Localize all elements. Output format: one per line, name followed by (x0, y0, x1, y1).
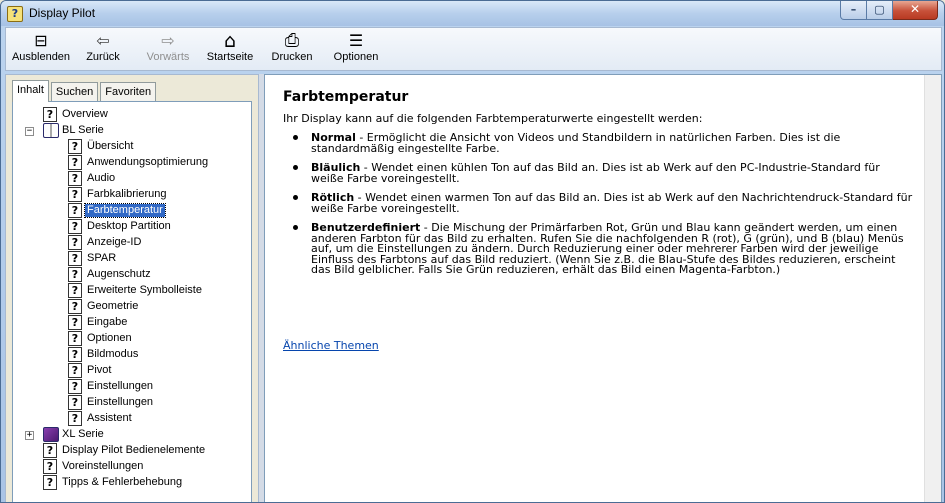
hide-pane-icon: ⊟ (34, 31, 48, 50)
tree-item-label: Augenschutz (87, 268, 151, 280)
navigation-pane (5, 74, 259, 503)
bullet (293, 195, 298, 200)
close-button[interactable]: ✕ (893, 1, 938, 20)
back-button[interactable] (80, 30, 126, 70)
list-item (283, 133, 913, 154)
tree-item-label: Tipps & Fehlerbehebung (62, 476, 183, 488)
open-book-icon (43, 123, 59, 138)
print-button[interactable] (268, 30, 316, 70)
help-page-icon: ? (43, 443, 57, 458)
bullet (293, 135, 298, 140)
tab-contents[interactable]: Inhalt (12, 80, 49, 102)
help-page-icon: ? (68, 155, 82, 170)
help-page-icon: ? (68, 315, 82, 330)
color-temperature-list (283, 133, 913, 285)
list-item (283, 223, 913, 276)
navigation-tabs (12, 80, 158, 102)
item-text: - Die Mischung der Primärfarben Rot, Grün und Blau kann geändert werden, um einen anderen Farbton für das Bild zu erhalten. Rufen Sie die nachfolgenden R (rot), G (grün), und B (blau) Menüs auf, um die Einstellungen zu ändern. Durch Reduzierung einer oder mehrerer Farben wird der jeweilige Einfluss des Farbtons auf das Bild reduziert. (Wenn Sie z.B. die Blau-Stufe des Bildes reduzieren, erscheint das Bild gelblicher. Falls Sie Grün reduzieren, erhält das Bild einen Magenta-Farbton.) (311, 221, 904, 276)
help-page-icon: ? (43, 107, 57, 122)
help-page-icon: ? (68, 171, 82, 186)
tree-item-label: BL Serie (62, 124, 104, 136)
contents-tree[interactable] (12, 101, 252, 503)
help-page-icon: ? (68, 347, 82, 362)
hide-label: Ausblenden (11, 51, 71, 63)
item-term: Rötlich (311, 191, 355, 204)
window-title: Display Pilot (29, 6, 96, 20)
tree-item-label: Overview (62, 108, 108, 120)
tree-item-label: Display Pilot Bedienelemente (62, 444, 206, 456)
options-label: Optionen (333, 51, 379, 63)
home-button[interactable] (202, 30, 258, 70)
tree-item-label: Übersicht (87, 140, 134, 152)
tree-item-label: XL Serie (62, 428, 104, 440)
tree-item-label: Assistent (87, 412, 132, 424)
help-page-icon: ? (68, 203, 82, 218)
home-icon: ⌂ (223, 30, 237, 52)
item-text: - Ermöglicht die Ansicht von Videos und Standbildern in natürlichen Farben. Dies ist die standardmäßig eingestellte Farbe. (311, 131, 841, 155)
help-page-icon: ? (68, 299, 82, 314)
list-item (283, 193, 913, 214)
tree-item-label: Optionen (87, 332, 132, 344)
tree-item-label: Pivot (87, 364, 112, 376)
back-label: Zurück (86, 51, 120, 63)
collapse-bl-serie-toggle[interactable]: − (26, 126, 33, 136)
tree-item-label: SPAR (87, 252, 117, 264)
help-page-icon: ? (68, 235, 82, 250)
help-page-icon: ? (68, 283, 82, 298)
related-topics-link[interactable]: Ähnliche Themen (283, 339, 379, 352)
forward-button[interactable] (140, 30, 196, 70)
list-item (283, 163, 913, 184)
help-page-icon: ? (68, 187, 82, 202)
help-page-icon: ? (68, 331, 82, 346)
help-page-icon: ? (43, 475, 57, 490)
help-page-icon: ? (68, 267, 82, 282)
help-page-icon: ? (68, 139, 82, 154)
help-page-icon: ? (68, 251, 82, 266)
tree-item-label: Farbtemperatur (87, 204, 163, 216)
print-label: Drucken (271, 51, 313, 63)
tree-item-label: Farbkalibrierung (87, 188, 167, 200)
tree-item-label: Voreinstellungen (62, 460, 144, 472)
help-page-icon: ? (68, 411, 82, 426)
topic-title: Farbtemperatur (283, 89, 409, 105)
tree-item-label: Einstellungen (87, 380, 154, 392)
window-controls (840, 1, 938, 20)
minimize-button[interactable]: – (840, 1, 867, 20)
item-term: Benutzerdefiniert (311, 221, 421, 234)
help-page-icon: ? (68, 363, 82, 378)
item-text: - Wendet einen warmen Ton auf das Bild an. Dies ist ab Werk auf den Nachrichtendruck-Standard für weiße Farbe voreingestellt. (311, 191, 913, 215)
item-term: Normal (311, 131, 356, 144)
tree-item-label: Desktop Partition (87, 220, 171, 232)
arrow-left-icon: ⇦ (96, 31, 110, 50)
hide-button[interactable] (10, 30, 72, 70)
expand-xl-serie-toggle[interactable]: + (26, 430, 33, 440)
vertical-scrollbar[interactable] (924, 75, 941, 503)
tree-item-label: Audio (87, 172, 116, 184)
item-term: Bläulich (311, 161, 361, 174)
closed-book-icon (43, 427, 59, 442)
bullet (293, 225, 298, 230)
options-icon: ☰ (348, 31, 364, 50)
arrow-right-icon: ⇨ (161, 31, 175, 50)
options-button[interactable] (328, 30, 384, 70)
help-page-icon: ? (68, 379, 82, 394)
maximize-button[interactable]: ▢ (867, 1, 893, 20)
bullet (293, 165, 298, 170)
tree-item-label: Anzeige-ID (87, 236, 142, 248)
title-bar[interactable] (1, 1, 944, 26)
tree-item-label: Geometrie (87, 300, 139, 312)
tab-favorites[interactable]: Favoriten (100, 82, 156, 102)
home-label: Startseite (206, 51, 254, 63)
printer-icon: ⎙ (284, 30, 300, 51)
help-page-icon: ? (68, 219, 82, 234)
tree-item-label: Erweiterte Symbolleiste (87, 284, 202, 296)
toolbar (5, 27, 942, 71)
tree-item-label: Einstellungen (87, 396, 154, 408)
tree-item-label: Bildmodus (87, 348, 139, 360)
item-text: - Wendet einen kühlen Ton auf das Bild an. Dies ist ab Werk auf den PC-Industrie-Standard für weiße Farbe voreingestellt. (311, 161, 880, 185)
tab-search[interactable]: Suchen (51, 82, 98, 102)
help-page-icon: ? (68, 395, 82, 410)
help-app-icon: ? (7, 6, 23, 22)
topic-intro: Ihr Display kann auf die folgenden Farbtemperaturwerte eingestellt werden: (283, 112, 703, 125)
forward-label: Vorwärts (146, 51, 190, 63)
tree-item-label: Eingabe (87, 316, 128, 328)
topic-content (264, 74, 942, 503)
tree-item-label: Anwendungsoptimierung (87, 156, 209, 168)
help-page-icon: ? (43, 459, 57, 474)
